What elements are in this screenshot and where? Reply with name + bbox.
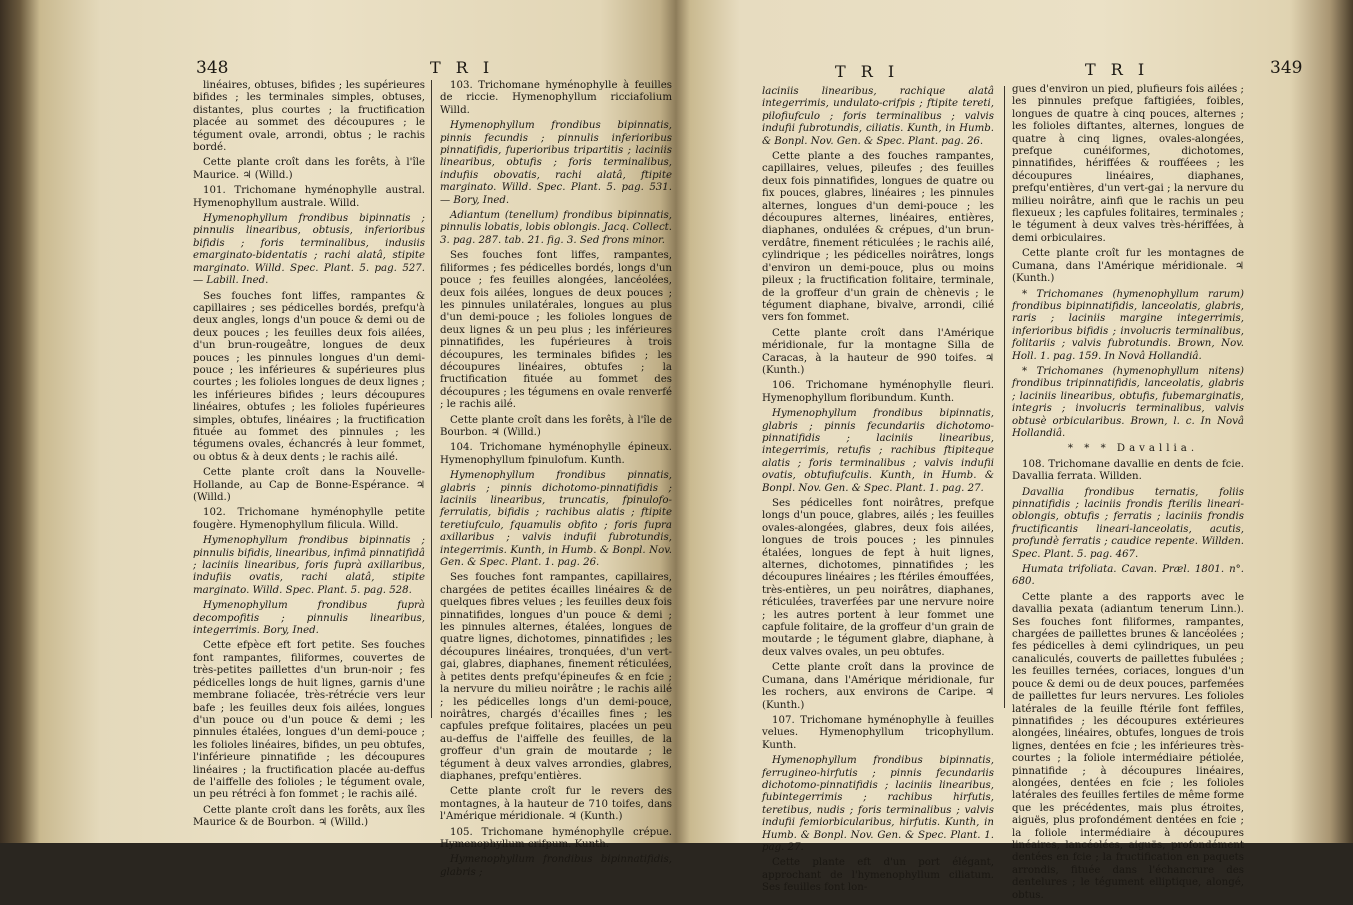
right-page-column-2 <box>1012 84 1244 905</box>
column-rule <box>1004 86 1005 708</box>
paragraph: Cette plante croît fur le revers des montagnes, à la hauteur de 710 toifes, dans l'Amérique méridionale. ♃ (Kunth.) <box>440 786 672 823</box>
entry-heading: 107. Trichomane hyménophylle à feuilles velues. Hymenophyllum tricophyllum. Kunth. <box>762 714 994 751</box>
entry-heading: 106. Trichomane hyménophylle fleuri. Hymenophyllum floribundum. Kunth. <box>762 380 994 404</box>
latin-description: Hymenophyllum frondibus bipinnatis ; pinnulis bifidis, linearibus, infimâ pinnatifidâ ; laciniis linearibus, foris fuprà axillaribus, indufiis ovatis, rachi alatâ, stipite marginato. Willd. Spec. Plant. 5. pag. 528. <box>193 535 425 596</box>
left-running-head: T R I <box>430 58 495 77</box>
left-page-number: 348 <box>196 58 229 78</box>
latin-description: Hymenophyllum frondibus pinnatis, glabris ; pinnis dichotomo-pinnatifidis ; laciniis linearibus, truncatis, fpinulofo-ferrulatis, bifidis ; rachibus alatis ; ftipite teretiufculo, fquamulis obfito ; foris fupra axillaribus ; valvis indufii fubrotundis, integerrimis. Kunth, in Humb. & Bonpl. Nov. Gen. & Spec. Plant. 1. pag. 26. <box>440 470 672 569</box>
column-rule <box>431 80 432 718</box>
paragraph: gues d'environ un pied, plufieurs fois ailées ; les pinnules prefque faftigiées, foibles, longues de quatre à cinq pouces, alternes ; les folioles diftantes, alternes, longues de quatre à cinq lignes, ovales-alongées, prefque cunéiformes, dichotomes, pinnatifides, hériffées & roufféees ; les découpures linéaires, diaphanes, prefqu'entières, d'un vert-gai ; la nervure du milieu noirâtre, ainfi que le rachis un peu flexueux ; les capfules folitaires, terminales ; le tégument à deux valves très-hériffées, à demi orbiculaires. <box>1012 84 1244 244</box>
latin-description: Hymenophyllum frondibus bipinnatis ; pinnulis linearibus, obtusis, inferioribus bifidis ; foris terminalibus, indusiis emarginato-bidentatis ; rachi alatâ, stipite marginato. Willd. Spec. Plant. 5. pag. 527. — Labill. Ined. <box>193 213 425 287</box>
paragraph: Cette plante a des fouches rampantes, capillaires, velues, pileufes ; des feuilles deux fois pinnatifides, longues de quatre ou fix pouces, glabres, linéaires ; les pinnules alternes, longues d'un demi-pouce ; les découpures alternes, linéaires, entières, diaphanes, ondulées & crépues, d'un brun-verdâtre, finement réticulées ; le rachis ailé, cylindrique ; les pédicelles noirâtres, longs d'environ un demi-pouce, plus ou moins pileux ; la fructification folitaire, terminale, de la groffeur d'un grain de chènevis ; le tégument diaphane, bivalve, arrondi, cilié vers fon fommet. <box>762 151 994 324</box>
paragraph: Ses fouches font liffes, rampantes, filiformes ; fes pédicelles bordés, longs d'un pouce ; fes feuilles alongées, lancéolées, deux fois ailées, longues de deux pouces ; les pinnules unilatérales, longues au plus d'un demi-pouce ; les folioles longues de deux lignes & un peu plus ; les inférieures pinnatifides, les fupérieures à trois découpures, les terminales bifides ; les découpures linéaires, obtufes ; la fructification fituée au fommet des découpures ; les tégumens en ovale renverfé ; le rachis ailé. <box>440 250 672 411</box>
entry-heading: 103. Trichomane hyménophylle à feuilles de riccie. Hymenophyllum ricciafolium Willd. <box>440 80 672 116</box>
latin-description: * Trichomanes (hymenophyllum nitens) frondibus tripinnatifidis, lanceolatis, glabris ; laciniis linearibus, obtufis, fubemarginatis, integris ; involucris terminalibus, valvis obtusè orbicularibus. Brown, l. c. In Novâ Hollandiâ. <box>1012 365 1244 439</box>
latin-description: Hymenophyllum frondibus fuprà decompofitis ; pinnulis linearibus, integerrimis. Bory, Ined. <box>193 600 425 637</box>
latin-description: Hymenophyllum frondibus bipinnatis, glabris ; pinnis fecundariis dichotomo-pinnatifidis ; laciniis linearibus, integerrimis, retufis ; rachibus ftipiteque alatis ; foris terminalibus ; valvis indufii ovatis, obtufiufculis. Kunth, in Humb. & Bonpl. Nov. Gen. & Spec. Plant. 1. pag. 27. <box>762 408 994 494</box>
latin-description: * Trichomanes (hymenophyllum rarum) frondibus bipinnatifidis, lanceolatis, glabris, raris ; laciniis margine integerrimis, inferioribus bifidis ; involucris terminalibus, folitariis ; valvis fubrotundis. Brown, Nov. Holl. 1. pag. 159. In Novâ Hollandiâ. <box>1012 288 1244 362</box>
latin-description: Hymenophyllum frondibus bipinnatis, ferrugineo-hirfutis ; pinnis fecundariis dichotomo-pinnatifidis ; laciniis linearibus, fubintegerrimis ; rachibus hirfutis, teretibus, nudis ; foris terminalibus ; valvis indufii femiorbicularibus, hirfutis. Kunth, in Humb. & Bonpl. Nov. Gen. & Spec. Plant. 1. pag. 27. <box>762 755 994 853</box>
paragraph: Ses pédicelles font noirâtres, prefque longs d'un pouce, glabres, ailés ; les feuilles ovales-alongées, glabres, deux fois ailées, longues de trois pouces ; les pinnules étalées, longues de fept à huit lignes, alternes, dichotomes, pinnatifides ; les découpures linéaires ; les ftériles émouffées, très-entières, un peu noirâtres, diaphanes, réticulées, traverfées par une nervure noire ; les autres portent à leur fommet une capfule folitaire, de la groffeur d'un grain de moutarde ; le tégument glabre, diaphane, à deux valves ovales, un peu obtufes. <box>762 498 994 658</box>
paragraph: Cette plante eft d'un port élégant, approchant de l'hymenophyllum ciliatum. Ses feuilles font lon- <box>762 857 994 894</box>
right-page-number: 349 <box>1270 58 1303 78</box>
synonym: Humata trifoliata. Cavan. Præl. 1801. n°. 680. <box>1012 564 1244 588</box>
latin-description: Hymenophyllum frondibus bipinnatis, pinnis fecundis ; pinnulis inferioribus pinnatifidis, fuperioribus tripartitis ; laciniis linearibus, obtufis ; foris terminalibus, indufiis obovatis, rachi alatâ, ftipite marginato. Willd. Spec. Plant. 5. pag. 531. — Bory, Ined. <box>440 120 672 206</box>
paragraph: Cette plante croît dans la Nouvelle-Hollande, au Cap de Bonne-Espérance. ♃ (Willd.) <box>193 467 425 503</box>
section-heading: * * * Davallia. <box>1067 443 1199 455</box>
latin-description: laciniis linearibus, rachique alatâ integerrimis, undulato-crifpis ; ftipite tereti, pilofiufculo ; foris terminalibus ; valvis indufii fubrotundis, ciliatis. Kunth, in Humb. & Bonpl. Nov. Gen. & Spec. Plant. pag. 26. <box>762 86 994 147</box>
left-page-column-2 <box>440 80 672 882</box>
entry-heading: 101. Trichomane hyménophylle austral. Hymenophyllum australe. Willd. <box>193 185 425 209</box>
paragraph: Cette plante croît dans la province de Cumana, dans l'Amérique méridionale, fur les rochers, aux environs de Caripe. ♃ (Kunth.) <box>762 662 994 711</box>
paragraph: Cette plante croît dans l'Amérique méridionale, fur la montagne Silla de Caracas, à la hauteur de 990 toifes. ♃ (Kunth.) <box>762 327 994 376</box>
latin-description: Hymenophyllum frondibus bipinnatifidis, glabris ; <box>440 854 672 878</box>
right-running-head-a: T R I <box>835 62 900 81</box>
paragraph: Cette plante croît dans les forêts, à l'île de Bourbon. ♃ (Willd.) <box>440 414 672 438</box>
entry-heading: 108. Trichomane davallie en dents de fcie. Davallia ferrata. Willden. <box>1012 458 1244 483</box>
paragraph: Ses fouches font liffes, rampantes & capillaires ; ses pédicelles bordés, prefqu'à deux angles, longs d'un pouce & demi ou de deux pouces ; les feuilles deux fois ailées, d'un brun-rougeâtre, longues de deux pouces ; les pinnules longues d'un demi-pouce ; les inférieures & supérieures plus courtes ; les folioles longues de deux lignes ; les inférieures bifides ; leurs découpures linéaires, obtufes ; les folioles fupérieures simples, obtufes, linéaires ; la fructification fituée au fommet des pinnules ; les tégumens ovales, échancrés à leur fommet, ou obtus & à deux dents ; le rachis ailé. <box>193 290 425 463</box>
paragraph: Cette plante croît fur les montagnes de Cumana, dans l'Amérique méridionale. ♃ (Kunth.) <box>1012 248 1244 285</box>
paragraph: Cette plante croît dans les forêts, aux îles Maurice & de Bourbon. ♃ (Willd.) <box>193 804 425 829</box>
paragraph: Cette plante a des rapports avec le davallia pexata (adiantum tenerum Linn.). Ses fouches font filiformes, rampantes, chargées de paillettes brunes & lancéolées ; fes pédicelles à demi cylindriques, un peu canaliculés, couverts de paillettes fubulées ; les feuilles ternées, coriaces, longues d'un pouce & demi ou de deux pouces, parfemées de paillettes fur leurs nervures. Les folioles latérales de la feuille ftérile font feffiles, pinnatifides ; les découpures extérieures alongées, linéaires, obtufes, longues de trois lignes, dentées en fcie ; les inférieures très-courtes ; la foliole intermédiaire pétiolée, pinnatifide ; à découpures linéaires, alongées, dentées en fcie ; les folioles latérales des feuilles fertiles de même forme que les précédentes, mais plus étroites, aiguës, plus profondément dentées en fcie ; la foliole intermédiaire à découpures linéaires, lancéolées, aiguës, profondément dentées en fcie ; la fructification en paquets arrondis, fituée dans l'échancrure des dentelures ; le tégument elliptique, alongé, obtus. <box>1012 591 1244 901</box>
right-page-column-1 <box>762 86 994 898</box>
latin-description: Adiantum (tenellum) frondibus bipinnatis, pinnulis lobatis, lobis oblongis. Jacq. Collect. 3. pag. 287. tab. 21. fig. 3. Sed frons minor. <box>440 210 672 246</box>
paragraph: Cette efpèce eft fort petite. Ses fouches font rampantes, filiformes, couvertes de très-petites paillettes d'un brun-noir ; fes pédicelles longs de huit lignes, garnis d'une membrane foliacée, très-rétrécie vers leur bafe ; les feuilles deux fois ailées, longues d'un pouce ou d'un pouce & demi ; les pinnules étalées, longues d'un demi-pouce ; les folioles linéaires, bifides, un peu obtufes, l'inférieure pinnatifide ; les découpures linéaires ; la fructification placée au-deffus de l'aiffelle des folioles ; le tégument ovale, un peu rétréci à fon fommet ; le rachis ailé. <box>193 640 425 801</box>
paragraph: Ses fouches font rampantes, capillaires, chargées de petites écailles linéaires & de quelques fibres velues ; les feuilles deux fois pinnatifides, longues d'un pouce & demi ; les pinnules alternes, étalées, longues de quatre lignes, dichotomes, pinnatifides ; les découpures linéaires, tronquées, d'un vert-gai, glabres, diaphanes, finement réticulées, à petites dents prefqu'épineufes & en fcie ; la nervure du milieu noirâtre ; le rachis ailé ; les pédicelles longs d'un demi-pouce, noirâtres, chargés d'écailles fines ; les capfules prefque folitaires, placées un peu au-deffus de l'aiffelle des feuilles, de la groffeur d'un grain de moutarde ; le tégument à deux valves arrondies, glabres, diaphanes, prefqu'entières. <box>440 572 672 782</box>
entry-heading: 102. Trichomane hyménophylle petite fougère. Hymenophyllum filicula. Willd. <box>193 507 425 531</box>
entry-heading: 104. Trichomane hyménophylle épineux. Hymenophyllum fpinulofum. Kunth. <box>440 442 672 466</box>
paragraph: Cette plante croît dans les forêts, à l'île Maurice. ♃ (Willd.) <box>193 157 425 181</box>
entry-heading: 105. Trichomane hyménophylle crépue. Hymenophyllum crifpum. Kunth. <box>440 826 672 850</box>
right-running-head-b: T R I <box>1085 60 1150 79</box>
latin-description: Davallia frondibus ternatis, foliis pinnatifidis ; laciniis frondis fterilis lineari-oblongis, obtufis ; ferratis ; laciniis frondis fructificantis lineari-lanceolatis, acutis, profundè ferratis ; caudice repente. Willden. Spec. Plant. 5. pag. 467. <box>1012 486 1244 560</box>
left-page-column-1 <box>193 80 425 833</box>
paragraph: linéaires, obtuses, bifides ; les supérieures bifides ; les terminales simples, obtuses, distantes, plus courtes ; la fructification placée au sommet des découpures ; le tégument ovale, arrondi, obtus ; le rachis bordé. <box>193 80 425 154</box>
